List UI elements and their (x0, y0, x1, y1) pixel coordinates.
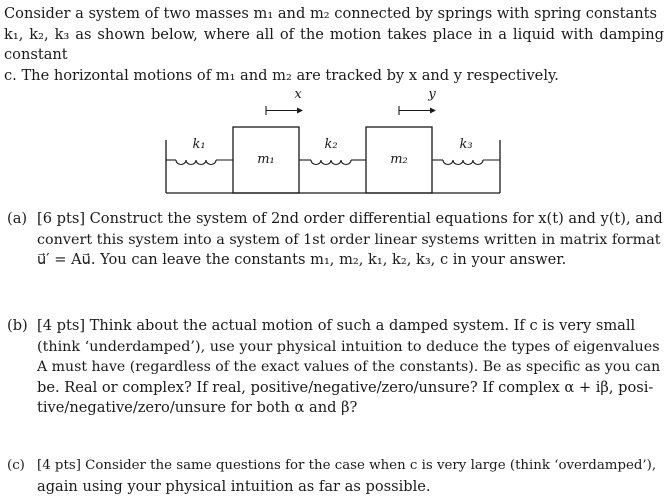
spring-k3 (432, 160, 500, 165)
part-b-line-4: be. Real or complex? If real, positive/negative/zero/unsure? If complex α + iβ, posi- (37, 378, 654, 396)
x-label: x (294, 87, 302, 102)
k1-label: k₁ (192, 137, 206, 152)
part-b-line-2: (think ‘underdamped’), use your physical intuition to deduce the types of eigenvalues (37, 338, 660, 355)
spring-k2 (299, 160, 366, 165)
intro-line-1: Consider a system of two masses m₁ and m₂ connected by springs with spring constants (4, 5, 657, 22)
part-a-label: (a) (7, 210, 28, 227)
part-a-line-1: [6 pts] Construct the system of 2nd order differential equations for x(t) and y(t), and (37, 210, 663, 227)
part-c-label: (c) (7, 458, 25, 473)
m1-label: m₁ (257, 152, 275, 167)
m2-label: m₂ (390, 152, 408, 167)
intro-line-2: k₁, k₂, k₃ as shown below, where all of the motion takes place in a liquid with damping constant (4, 25, 664, 63)
part-b-line-1: [4 pts] Think about the actual motion of such a damped system. If c is very small (37, 317, 636, 334)
y-arrow (399, 106, 436, 115)
part-a (7, 209, 662, 271)
intro-line-3: c. The horizontal motions of m₁ and m₂ are tracked by x and y respectively. (4, 66, 559, 84)
part-a-line-3: u⃗′ = Au⃗. You can leave the constants m₁, m₂, k₁, k₂, k₃, c in your answer. (37, 251, 567, 268)
part-c-line-1: [4 pts] Consider the same questions for the case when c is very large (think ‘overdamped’), (37, 458, 657, 473)
part-b-line-5: tive/negative/zero/unsure for both α and β? (37, 399, 358, 416)
part-b (7, 316, 662, 419)
k3-label: k₃ (459, 137, 473, 152)
y-label: y (428, 87, 436, 102)
part-b-label: (b) (7, 317, 28, 334)
part-a-line-2: convert this system into a system of 1st order linear systems written in matrix format (37, 231, 661, 248)
part-c-line-2: again using your physical intuition as far as possible. (37, 477, 431, 495)
k2-label: k₂ (324, 137, 338, 152)
part-c (7, 456, 662, 497)
spring-k1 (166, 160, 233, 165)
part-b-line-3: A must have (regardless of the exact values of the constants). Be as specific as you can (37, 359, 661, 375)
x-arrow (266, 106, 303, 115)
